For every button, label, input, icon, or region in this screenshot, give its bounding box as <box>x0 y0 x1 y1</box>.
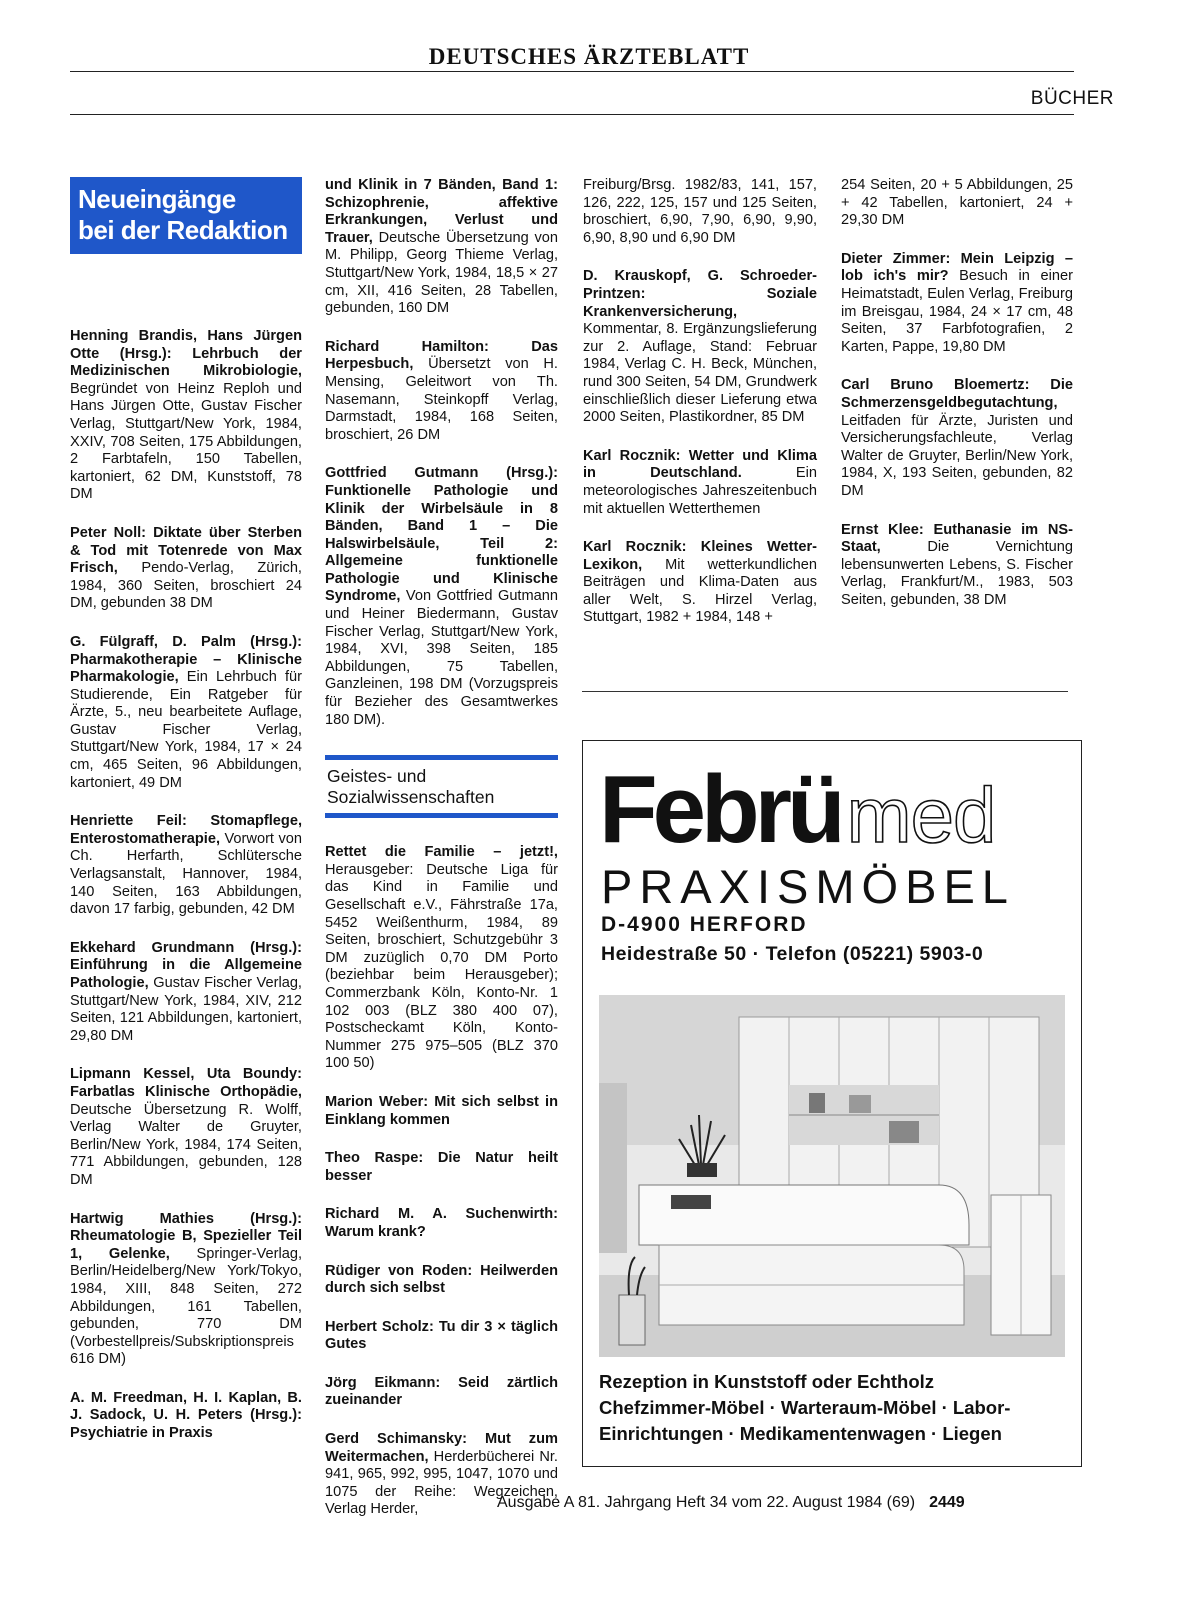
book-entry <box>325 1094 558 1129</box>
book-entry <box>70 525 302 613</box>
book-title: Richard Hamilton: Das Herpesbuch, <box>325 338 558 373</box>
book-details: Von Gottfried Gutmann und Heiner Biedermann, Gustav Fischer Verlag, Stuttgart/New York, 1984, XVI, 398 Seiten, 185 Abbildungen, 75 Tabellen, Ganzleinen, 198 DM (Vorzugspreis für Bezieher des Gesamtwerkes 180 DM). <box>325 588 558 728</box>
book-entry <box>325 465 558 729</box>
book-entry <box>70 328 302 504</box>
ad-logo-outline: med <box>846 771 996 859</box>
book-entry <box>583 268 817 426</box>
book-entry <box>70 813 302 919</box>
header-rule-bottom <box>70 114 1074 115</box>
book-entry <box>70 1211 302 1369</box>
ad-logo-bold: Febrü <box>599 756 841 863</box>
ad-logo <box>599 755 995 865</box>
book-title: Karl Rocznik: Kleines Wetter-Lexikon, <box>583 539 817 573</box>
book-title: Marion Weber: Mit sich selbst in Einklang kommen <box>325 1093 558 1128</box>
column-1 <box>70 177 302 1464</box>
ad-city: D-4900 HERFORD <box>601 913 808 936</box>
badge-line-2: bei der Redaktion <box>78 215 288 245</box>
ad-line-1: Rezeption in Kunststoff oder Echtholz <box>599 1371 935 1392</box>
book-title: Henriette Feil: Stomapflege, Enterostomatherapie, <box>70 813 302 847</box>
book-title: Carl Bruno Bloemertz: Die Schmerzensgeldbegutachtung, <box>841 377 1073 411</box>
book-details: Begründet von Heinz Reploh und Hans Jürgen Otte, Gustav Fischer Verlag, Stuttgart/New York, 1984, XXIV, 708 Seiten, 175 Abbildungen, 2 Farbtafeln, 150 Tabellen, kartoniert, 62 DM, Kunststoff, 78 DM <box>70 380 302 503</box>
book-title: G. Fülgraff, D. Palm (Hrsg.): Pharmakotherapie – Klinische Pharmakologie, <box>70 633 302 686</box>
book-entry <box>583 539 817 627</box>
ad-product-lines <box>599 1369 1069 1447</box>
book-details: Herausgeber: Deutsche Liga für das Kind in Familie und Gesellschaft e.V., Fährstraße 17a, 5452 Weißenthurm, 1984, 89 Seiten, broschiert, Schutzgebühr 3 DM zuzüglich 0,70 DM Porto (beziehbar beim Herausgeber); Commerzbank Köln, Konto-Nr. 1 102 003 (BLZ 380 400 07), Postscheckamt Köln, Konto-Nummer 275 975–505 (BLZ 370 100 50) <box>325 861 558 1072</box>
book-entry <box>841 522 1073 610</box>
book-title: Herbert Scholz: Tu dir 3 × täglich Gutes <box>325 1318 558 1353</box>
ad-address: Heidestraße 50 · Telefon (05221) 5903-0 <box>601 943 984 965</box>
book-entry <box>841 377 1073 500</box>
book-details: Ein meteorologisches Jahreszeitenbuch mit aktuellen Wetterthemen <box>583 465 817 517</box>
book-title: Rüdiger von Roden: Heilwerden durch sich selbst <box>325 1262 558 1297</box>
book-entry <box>325 177 558 318</box>
book-entry <box>325 844 558 1073</box>
badge-line-1: Neueingänge <box>78 184 236 214</box>
book-details: Übersetzt von H. Mensing, Geleitwort von Th. Nasemann, Steinkopff Verlag, Darmstadt, 1984, 168 Seiten, broschiert, 26 DM <box>325 356 558 443</box>
book-entry <box>325 1150 558 1185</box>
book-title: Peter Noll: Diktate über Sterben & Tod mit Totenrede von Max Frisch, <box>70 524 302 577</box>
book-details: Ein Lehrbuch für Studierende, Ein Ratgeber für Ärzte, 5., neu bearbeitete Auflage, Gustav Fischer Verlag, Stuttgart/New York, 1984, 17 × 24 cm, 465 Seiten, 96 Abbildungen, kartoniert, 49 DM <box>70 669 302 791</box>
book-details: Leitfaden für Ärzte, Juristen und Versicherungsfachleute, Verlag Walter de Gruyter, Berlin/New York, 1984, X, 193 Seiten, gebunden, 82 DM <box>841 412 1073 499</box>
book-details: Gustav Fischer Verlag, Stuttgart/New York, 1984, XIV, 212 Seiten, 121 Abbildungen, kartoniert, 29,80 DM <box>70 975 302 1044</box>
book-details: Pendo-Verlag, Zürich, 1984, 360 Seiten, broschiert 24 DM, gebunden 38 DM <box>70 560 302 612</box>
book-title: Henning Brandis, Hans Jürgen Otte (Hrsg.): Lehrbuch der Medizinischen Mikrobiologie, <box>70 328 302 380</box>
ad-separator-rule <box>582 691 1068 692</box>
book-title: Ekkehard Grundmann (Hrsg.): Einführung in die Allgemeine Pathologie, <box>70 939 302 991</box>
ad-line-2: Chefzimmer-Möbel · Warteraum-Möbel · Labor- <box>599 1397 1011 1418</box>
book-entry <box>583 177 817 247</box>
book-details: Besuch in einer Heimatstadt, Eulen Verlag, Freiburg im Breisgau, 1984, 24 × 17 cm, 48 Seiten, 37 Farbfotografien, 2 Karten, Pappe, 19,80 DM <box>841 268 1073 355</box>
book-details: Die Vernichtung lebensunwerten Lebens, S. Fischer Verlag, Frankfurt/M., 1983, 503 Seiten, gebunden, 38 DM <box>841 539 1073 608</box>
category-line-1: Geistes- und <box>327 766 427 787</box>
ad-line-3: Einrichtungen · Medikamentenwagen · Liegen <box>599 1423 1002 1444</box>
category-heading <box>325 755 558 818</box>
book-title: D. Krauskopf, G. Schroeder-Printzen: Soziale Krankenversicherung, <box>583 268 817 320</box>
book-details: Vorwort von Ch. Herfarth, Schlütersche Verlagsanstalt, Hannover, 1984, 140 Seiten, 163 Abbildungen, davon 17 farbig, gebunden, 42 DM <box>70 830 302 918</box>
book-entry <box>325 1263 558 1298</box>
book-details: Freiburg/Brsg. 1982/83, 141, 157, 126, 222, 125, 157 und 125 Seiten, broschiert, 6,90, 7,90, 6,90, 9,90, 6,90, 8,90 und 6,90 DM <box>583 177 817 246</box>
page-footer <box>497 1494 965 1512</box>
book-entry <box>841 251 1073 357</box>
book-title: Gottfried Gutmann (Hrsg.): Funktionelle Pathologie und Klinik der Wirbelsäule in 8 Bänden, Band 1 – Die Halswirbelsäule, Teil 2: Allgemeine funktionelle Pathologie und Klinische Syndrome, <box>325 465 558 605</box>
office-furniture-photo <box>599 995 1065 1357</box>
footer-issue: Ausgabe A 81. Jahrgang Heft 34 vom 22. August 1984 (69) <box>497 1494 916 1511</box>
section-label: BÜCHER <box>1030 88 1114 109</box>
book-title: Dieter Zimmer: Mein Leipzig – lob ich's mir? <box>841 250 1073 285</box>
book-entry <box>70 940 302 1046</box>
header-rule-top <box>70 71 1074 72</box>
book-entry <box>583 448 817 518</box>
febru-med-advertisement <box>582 740 1082 1467</box>
column-2 <box>325 177 558 1540</box>
new-arrivals-badge <box>70 177 302 254</box>
book-title: Hartwig Mathies (Hrsg.): Rheumatologie B, Spezieller Teil 1, Gelenke, <box>70 1210 302 1262</box>
column-4 <box>841 177 1073 630</box>
book-title: Rettet die Familie – jetzt!, <box>325 844 558 861</box>
book-title: Ernst Klee: Euthanasie im NS-Staat, <box>841 521 1073 556</box>
book-title: Gerd Schimansky: Mut zum Weitermachen, <box>325 1431 558 1465</box>
book-entry <box>841 177 1073 230</box>
book-details: 254 Seiten, 20 + 5 Abbildungen, 25 + 42 Tabellen, kartoniert, 24 + 29,30 DM <box>841 177 1073 229</box>
masthead: DEUTSCHES ÄRZTEBLATT <box>428 44 750 69</box>
book-details: Mit wetterkundlichen Beiträgen und Klima-Daten aus aller Welt, S. Hirzel Verlag, Stuttgart, 1982 + 1984, 148 + <box>583 556 817 626</box>
book-title: Richard M. A. Suchenwirth: Warum krank? <box>325 1206 558 1240</box>
book-entry <box>325 1319 558 1354</box>
book-details: Herderbücherei Nr. 941, 965, 992, 995, 1047, 1070 und 1075 der Reihe: Wegzeichen, Verlag Herder, <box>325 1448 558 1518</box>
book-details: Deutsche Übersetzung von M. Philipp, Georg Thieme Verlag, Stuttgart/New York, 1984, 18,5 × 27 cm, XII, 416 Seiten, 28 Tabellen, gebunden, 160 DM <box>325 229 558 317</box>
book-title: und Klinik in 7 Bänden, Band 1: Schizophrenie, affektive Erkrankungen, Verlust und Trauer, <box>325 177 558 246</box>
book-title: Karl Rocznik: Wetter und Klima in Deutschland. <box>583 447 817 482</box>
book-title: Jörg Eikmann: Seid zärtlich zueinander <box>325 1374 558 1409</box>
ad-subtitle: PRAXISMÖBEL <box>601 860 1015 913</box>
book-entry <box>325 339 558 445</box>
book-details: Kommentar, 8. Ergänzungslieferung zur 2. Auflage, Stand: Februar 1984, Verlag C. H. Beck, München, rund 300 Seiten, 54 DM, Grundwerk einschließlich dieser Lieferung etwa 2000 Seiten, Plastikordner, 85 DM <box>583 321 817 426</box>
book-entry <box>70 634 302 792</box>
book-entry <box>70 1390 302 1443</box>
category-line-2: Sozialwissenschaften <box>327 787 495 808</box>
book-entry <box>325 1375 558 1410</box>
book-details: Springer-Verlag, Berlin/Heidelberg/New York/Tokyo, 1984, XIII, 848 Seiten, 272 Abbildungen, 161 Tabellen, gebunden, 770 DM (Vorbestellpreis/Subskriptionspreis 616 DM) <box>70 1245 302 1368</box>
book-details: Deutsche Übersetzung R. Wolff, Verlag Walter de Gruyter, Berlin/New York, 1984, 174 Seiten, 771 Abbildungen, gebunden, 128 DM <box>70 1101 302 1188</box>
page-number: 2449 <box>929 1494 965 1511</box>
book-entry <box>70 1066 302 1189</box>
book-entry <box>325 1206 558 1241</box>
book-title: Theo Raspe: Die Natur heilt besser <box>325 1150 558 1184</box>
book-title: A. M. Freedman, H. I. Kaplan, B. J. Sadock, U. H. Peters (Hrsg.): Psychiatrie in Praxis <box>70 1389 302 1442</box>
book-title: Lipmann Kessel, Uta Boundy: Farbatlas Klinische Orthopädie, <box>70 1066 302 1100</box>
column-3 <box>583 177 817 648</box>
